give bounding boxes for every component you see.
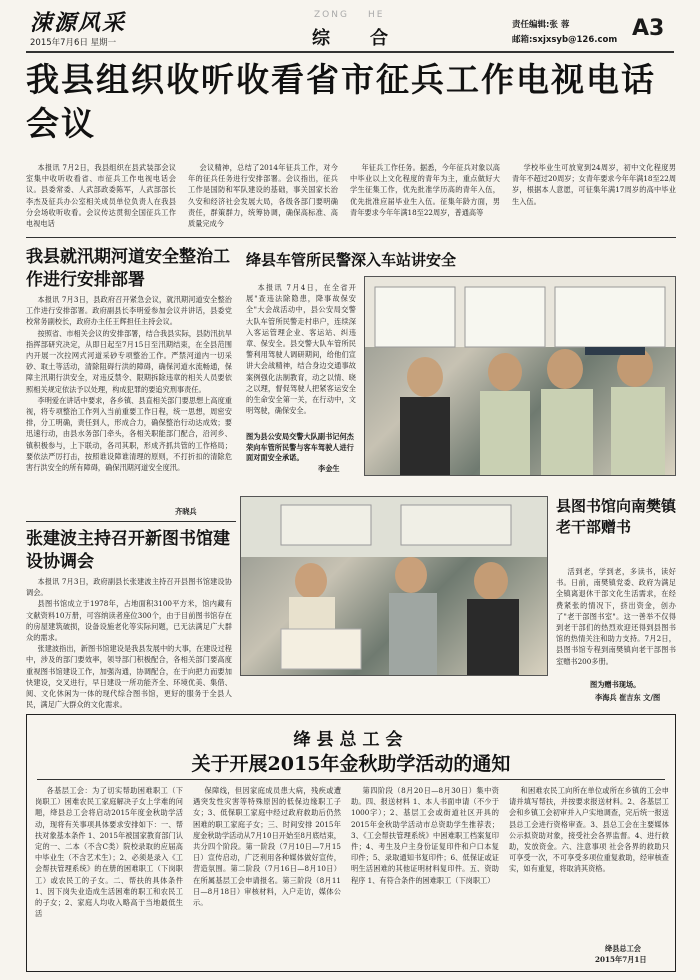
lead-col-2: 会议精神，总结了2014年征兵工作，对今年的征兵任务进行安排部署。会议指出，征兵工作是国防和军队建设的基础，事关国家长治久安和经济社会发展大局，各级各部门要明确责任，群策群力，统筹协调，确保高标准、高质量完成今 bbox=[188, 163, 338, 229]
notice-col-1: 各基层工会：为了切实帮助困难职工（下岗职工）困难农民工家庭解决子女上学难的问题，绛县总工会将启动2015年度金秋助学活动，现将有关事项具体要求安排如下：一、帮扶对象基本条件 1、2015年被国家教育部门认定的一、二本（不含C类）院校录取的应届高中毕业生（不含艺术生）；2、必须是录入《工会帮扶管理系统》的在册的困难职工（下岗职工）或农民工的子女。二、帮扶的具体条件 1、因下岗失业造成生活困难的职工和农民工的子女；2、家庭人均收入略高于当地最低生活 bbox=[35, 786, 183, 919]
notice-col-4: 和困难农民工向所在单位或所在乡镇的工会申请并填写帮扶，并按要求报送材料。2、各基层工会和乡镇工会初审并入户实地调查，完后统一报送县总工会进行资格审查。3、县总工会在主要媒体公示拟资助对象，接受社会各界监督。4、进行救助，发放资金。六、注意事项 社会各界的救助只可享受一次，不可享受多项位重复救助，经审核查实，如有重复，将取消其资格。 bbox=[509, 786, 669, 874]
lead-col-4: 学校毕业生可放宽到24周岁，初中文化程度男青年不超过20周岁；女青年要求今年年满18至22周岁，根据本人意愿，可征集年满17周岁的高中毕业生入伍。 bbox=[512, 163, 676, 206]
paper-name: 涑源风采 bbox=[30, 10, 127, 36]
traffic-byline: 李金生 bbox=[318, 464, 340, 473]
lead-col-1: 本报讯 7月2日，我县组织在县武装部会议室集中收听收看省、市征兵工作电视电话会议。县委常委、人武部政委陈军，人武部部长李杰及征兵办公室相关成员单位负责人在我县分会场收听收看。会议传达贯彻全国征兵工作电视电话 bbox=[26, 163, 176, 229]
masthead bbox=[0, 0, 700, 52]
lead-col-3: 年征兵工作任务。据悉，今年征兵对象以高中毕业以上文化程度的青年为主，重点做好大学生征集工作，优先批准学历高的青年入伍，优先批准应届毕业生入伍。征集年龄方面，男青年要求今年年满18至22周岁，普通高等 bbox=[350, 163, 500, 217]
section-right-char: 合 bbox=[370, 28, 388, 49]
donation-caption: 图为赠书现场。 bbox=[590, 680, 641, 689]
lead-headline: 我县组织收听收看省市征兵工作电视电话会议 bbox=[26, 60, 656, 143]
email: 邮箱:sxjxsyb@126.com bbox=[512, 35, 618, 45]
notice-headline: 关于开展2015年金秋助学活动的通知 bbox=[191, 753, 511, 775]
section-left-char: 综 bbox=[312, 28, 330, 49]
traffic-caption bbox=[246, 432, 358, 464]
notice-sign-date: 2015年7月1日 bbox=[595, 955, 647, 964]
donation-headline: 县图书馆向南樊镇老干部赠书 bbox=[556, 497, 677, 536]
notice-col-3: 第四阶段（8月20日—8月30日）集中资助。四、报送材料 1、本人书面申请（不少于1000字）；2、基层工会或街道社区开具的2015年金秋助学活动市总资助学生推荐表；3、《工会帮扶管理系统》中困难职工档案复印件；4、考生及户主身份证复印件和户口本复印件；5、录取通知书复印件；6、低保证或证明生活困难的其他证明材料复印件。五、资助程序 1、有符合条件的困难职工（下岗职工） bbox=[351, 786, 499, 885]
traffic-body: 本报讯 7月4日，在全省开展"查违法除隐患，降事故保安全"大会战活动中，县公安局交警大队车管所民警走村串户，连续深入客运管理企业、客运站、纠违章、保安全。县交警大队车管所民警利用驾驶人调研期间，给他们宣讲大会战精神，结合身边交通事故案例强化法制教育，动之以情、晓之以理，督促驾驶人把紧客运安全的生命安全第一关，在行动中，文明驾驶，确保安全。 bbox=[246, 283, 356, 416]
section-pinyin-right: HE bbox=[368, 10, 385, 20]
masthead-rule bbox=[26, 51, 674, 53]
page-number: A3 bbox=[632, 16, 665, 41]
book-donation-photo bbox=[241, 497, 547, 675]
notice-box bbox=[26, 714, 676, 972]
flood-byline: 齐晓兵 bbox=[175, 507, 197, 516]
issue-date: 2015年7月6日 星期一 bbox=[30, 38, 117, 48]
bus-interior-photo bbox=[365, 277, 675, 475]
library-headline: 张建波主持召开新图书馆建设协调会 bbox=[26, 529, 230, 572]
notice-org: 绛县总工会 bbox=[293, 730, 409, 750]
flood-body: 本报讯 7月3日，县政府召开紧急会议，就汛期河道安全整治工作进行安排部署。政府副县长李明爱参加会议并讲话，县委党校常务副校长，政府办主任王辉担任主持会议。 按照省、市相关会议的安排部署，结合我县实际，县防汛抗旱指挥部研究决定，从即日起至7月15日至汛期结束，在全县范围内开展一次拉网式河道采砂专项整治工作。严禁河道内一切采砂、取土等活动，清除阻碍行洪的障碍，确保河道水流畅通，保障主汛期行洪安全，对违反禁令、限期拆除违章的相关人员要依照相关规定依法予以处理，构成犯罪的要追究刑事责任。 李明爱在讲话中要求，各乡镇、县直相关部门要思想上高度重视，将专项整治工作列入当前重要工作日程，统一思想，周密安排，分工明确，责任到人，形成合力，确保整治行动达成效；要迅速行动，由县水务部门牵头，各相关职能部门配合，沿河乡、镇积极参与，上下联动，各司其职，形成齐抓共管的工作格局；要依法严厉打击，按照谁设障谁清理的原则，不打折扣的清除危害行洪安全的所有障碍，确保汛期河道安全度汛。 bbox=[26, 295, 232, 473]
traffic-caption-text: 图为县公安局交警大队副书记何杰荣向车管所民警与客车驾驶人进行面对面安全承诺。 bbox=[246, 432, 354, 462]
flood-headline: 我县就汛期河道安全整治工作进行安排部署 bbox=[26, 247, 230, 290]
traffic-headline: 绛县车管所民警深入车站讲安全 bbox=[246, 251, 457, 269]
section-pinyin-left: ZONG bbox=[314, 10, 349, 20]
traffic-photo bbox=[364, 276, 676, 476]
notice-sign-org: 绛县总工会 bbox=[605, 944, 641, 953]
flood-divider bbox=[26, 521, 236, 522]
donation-body: 活到老，学到老，多读书，读好书。日前，南樊镇党委、政府为满足全镇离退休干部文化生活需求，在经费紧张的情况下，挤出资金，创办了"老干部图书室"。这一善举不仅得到老干部们的热烈欢迎还得到县图书馆的热情关注和助力支持。7月2日，县图书馆专程到南樊镇向老干部图书室赠书200多册。 bbox=[556, 567, 676, 666]
donation-byline: 李海兵 崔吉东 文/图 bbox=[595, 693, 661, 702]
donation-photo bbox=[240, 496, 548, 676]
lead-divider bbox=[26, 237, 676, 238]
notice-col-2: 保障线，但因家庭成员患大病，残疾或遭遇突发性灾害等特殊原因的低保边缘职工子女；3、低保职工家庭中经过政府救助后仍然困难的职工家庭子女；三、时间安排 2015年度金秋助学活动从7月10日开始至8月底结束，共分四个阶段。第一阶段（7月10日—7月15日）宣传启动，广泛利用各种媒体做好宣传，营造氛围。第二阶段（7月16日—8月10日）在所属基层工会申请报名。第三阶段（8月11日—8月18日）审核材料，入户走访，媒体公示。 bbox=[193, 786, 341, 908]
library-body: 本报讯 7月3日，政府副县长张建波主持召开县图书馆建设协调会。 县图书馆成立于1978年，占地面积3100平方米，馆内藏有文献资料10万册，可容纳读者座位300个，由于目前图书馆存在的房屋建筑破损，设备设施老化等实际问题，已无法满足广大群众的需求。 张建波指出，新图书馆建设是我县发展中的大事，在建设过程中，涉及的部门要效率，领导部门积极配合，各相关部门要高度重视图书馆建设工作，加强沟通，协调配合，在于向把力而要加快建设，交叉进行，早日建设一所功能齐全、环境优美、集借、阅、文化休闲为一体的现代综合图书馆，更好的服务于全县人民，满足广大群众的文化需求。 bbox=[26, 577, 232, 710]
editor: 责任编辑:张 蓉 bbox=[512, 20, 570, 30]
notice-divider bbox=[37, 779, 665, 780]
